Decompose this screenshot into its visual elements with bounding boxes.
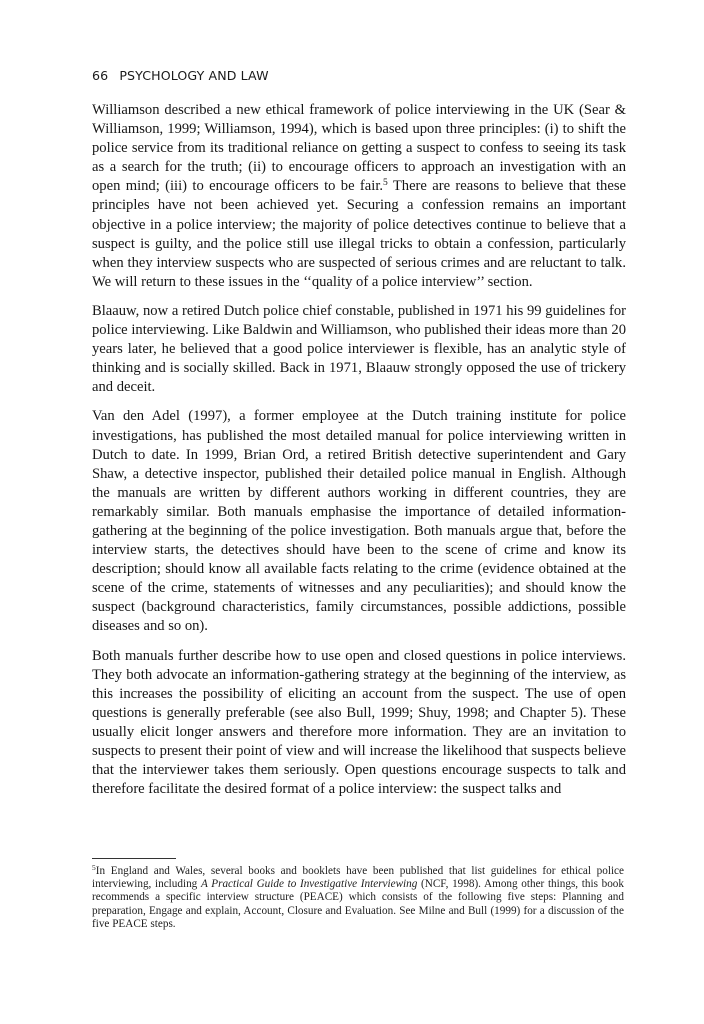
paragraph-blaauw: Blaauw, now a retired Dutch police chief constable, published in 1971 his 99 guidelines for police interviewing. Like Baldwin and Williamson, who published their ideas more than 20 years later, he believed that a good police interviewer is flexible, has an analytic style of thinking and is socially skilled. Back in 1971, Blaauw strongly opposed the use of trickery and deceit. [92,302,626,396]
paragraph-van-den-adel: Van den Adel (1997), a former employee at the Dutch training institute for police investigations, has published the most detailed manual for police interviewing written in Dutch to date. In 1999, Brian Ord, a retired British detective superintendent and Gary Shaw, a detective inspector, published their detailed police manual in English. Although the manuals are written by different authors working in different countries, they are remarkably similar. Both manuals emphasise the importance of detailed information-gathering at the beginning of the police investigation. Both manuals argue that, before the interview starts, the detectives should have been to the scene of crime and know its description; should know all available facts relating to the crime (evidence obtained at the scene of the crime, statements of witnesses and any peculiarities); and should know the suspect (background characteristics, family circumstances, possible addictions, possible diseases and so on). [92,408,626,635]
paragraph-text: There are reasons to believe that these principles have not been achieved yet. Securing a confession remains an important objective in a police interview; the majority of police detectives continue to believe that a suspect is guilty, and the police still use illegal tricks to obtain a confession, particularly when they interview suspects who are suspected of serious crimes and are reluctant to talk. We will return to these issues in the ‘‘quality of a police interview’’ section. [92,178,626,290]
running-title: PSYCHOLOGY AND LAW [119,68,269,83]
main-text [92,101,626,809]
footnote-book-title: A Practical Guide to Investigative Interviewing [200,878,418,891]
footnote [92,865,624,931]
page-number: 66 [92,68,109,83]
running-header [92,68,269,83]
footnote-text: In England and Wales, several books and booklets have been published that list guidelines for ethical police interviewing, including [92,865,624,891]
footnote-divider [92,858,176,859]
paragraph-williamson [92,101,626,292]
paragraph-text: Williamson described a new ethical framework of police interviewing in the UK (Sear & Williamson, 1999; Williamson, 1994), which is based upon three principles: (i) to shift the police service from its traditional reliance on getting a suspect to confess to seeing its task as a search for the truth; (ii) to encourage officers to approach an investigation with an open mind; (iii) to encourage officers to be fair. [92,102,626,195]
footnote-marker: 5 [92,863,96,872]
footnote-reference: 5 [383,178,388,189]
paragraph-open-closed-questions: Both manuals further describe how to use open and closed questions in police interviews. They both advocate an information-gathering strategy at the beginning of the interview, as this increases the possibility of eliciting an account from the suspect. The use of open questions is generally preferable (see also Bull, 1999; Shuy, 1998; and Chapter 5). These usually elicit longer answers and therefore more information. They are an invitation to suspects to present their point of view and will increase the likelihood that suspects believe that the interviewer takes them seriously. Open questions encourage suspects to talk and therefore facilitate the desired format of a police interview: the suspect talks and [92,647,626,798]
footnote-text: (NCF, 1998). Among other things, this book recommends a specific interview structure (PEACE) which consists of the following five steps: Planning and preparation, Engage and explain, Account, Closure and Evaluation. See Milne and Bull (1999) for a discussion of the five PEACE steps. [92,878,624,930]
